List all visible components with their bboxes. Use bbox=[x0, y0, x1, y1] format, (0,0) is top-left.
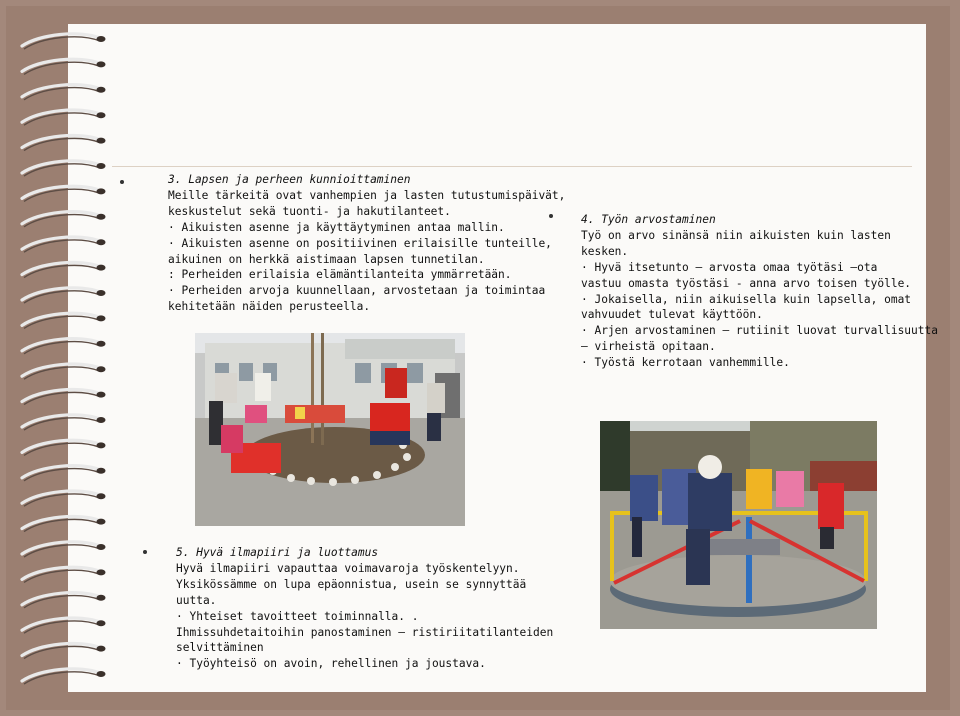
text-line: vahvuudet tulevat käyttöön. bbox=[581, 308, 763, 322]
text-line: · Aikuisten asenne on positiivinen erilaisille tunteille, bbox=[168, 236, 552, 250]
binding-hole bbox=[97, 163, 106, 169]
text-line: keskustelut sekä tuonti- ja hakutilanteet. bbox=[168, 204, 451, 218]
text-line: · Hyvä itsetunto – arvosta omaa työtäsi –ota bbox=[581, 260, 878, 274]
text-line: · Työstä kerrotaan vanhemmille. bbox=[581, 356, 790, 370]
binding-hole bbox=[97, 493, 106, 499]
text-line: Yksikössämme on lupa epäonnistua, usein se synnyttää bbox=[176, 577, 527, 591]
binding-hole bbox=[97, 265, 106, 271]
binding-hole bbox=[97, 87, 106, 93]
section-4-heading: 4. Työn arvostaminen bbox=[581, 213, 716, 226]
photo-planting bbox=[195, 333, 465, 526]
text-line: · Perheiden arvoja kuunnellaan, arvostetaan ja toimintaa bbox=[168, 284, 546, 298]
text-line: · Jokaisella, niin aikuisella kuin lapsella, omat bbox=[581, 292, 912, 306]
bullet-dot bbox=[120, 180, 124, 184]
binding-hole bbox=[97, 290, 106, 296]
binding-hole bbox=[97, 36, 106, 42]
text-line: aikuinen on herkkä aistimaan lapsen tunnetilan. bbox=[168, 252, 485, 266]
text-line: kehitetään näiden perusteella. bbox=[168, 300, 371, 314]
binding-hole bbox=[97, 569, 106, 575]
text-line: Hyvä ilmapiiri vapauttaa voimavaroja työskentelyyn. bbox=[176, 561, 520, 575]
binding-hole bbox=[97, 544, 106, 550]
bullet-dot bbox=[549, 214, 553, 218]
binding-hole bbox=[97, 671, 106, 677]
spiral-binding bbox=[0, 28, 120, 688]
binding-hole bbox=[97, 595, 106, 601]
binding-hole bbox=[97, 468, 106, 474]
text-line: · Aikuisten asenne ja käyttäytyminen antaa mallin. bbox=[168, 220, 505, 234]
binding-hole bbox=[97, 341, 106, 347]
binding-hole bbox=[97, 620, 106, 626]
binding-hole bbox=[97, 417, 106, 423]
text-line: vastuu omasta työstäsi - anna arvo toisen työlle. bbox=[581, 276, 912, 290]
text-line: Meille tärkeitä ovat vanhempien ja lasten tutustumispäivät, bbox=[168, 188, 566, 202]
binding-hole bbox=[97, 138, 106, 144]
binding-hole bbox=[97, 392, 106, 398]
section-3-text bbox=[168, 172, 565, 315]
binding-hole bbox=[97, 239, 106, 245]
text-line: uutta. bbox=[176, 593, 217, 607]
bullet-dot bbox=[143, 550, 147, 554]
text-line: Työ on arvo sinänsä niin aikuisten kuin lasten bbox=[581, 228, 891, 242]
section-4-text bbox=[581, 212, 938, 371]
binding-hole bbox=[97, 519, 106, 525]
binding-hole bbox=[97, 315, 106, 321]
text-line: · Yhteiset tavoitteet toiminnalla. . bbox=[176, 609, 419, 623]
section-3-heading: 3. Lapsen ja perheen kunnioittaminen bbox=[168, 173, 411, 186]
text-line: Ihmissuhdetaitoihin panostaminen – ristiriitatilanteiden bbox=[176, 625, 554, 639]
binding-hole bbox=[97, 646, 106, 652]
text-line: – virheistä opitaan. bbox=[581, 340, 716, 354]
section-5-text bbox=[176, 545, 553, 672]
binding-hole bbox=[97, 61, 106, 67]
binding-hole bbox=[97, 442, 106, 448]
text-line: : Perheiden erilaisia elämäntilanteita ymmärretään. bbox=[168, 268, 512, 282]
section-5-heading: 5. Hyvä ilmapiiri ja luottamus bbox=[176, 546, 379, 559]
text-line: kesken. bbox=[581, 244, 629, 258]
text-line: · Työyhteisö on avoin, rehellinen ja joustava. bbox=[176, 657, 486, 671]
text-line: · Arjen arvostaminen – rutiinit luovat turvallisuutta bbox=[581, 324, 938, 338]
binding-hole bbox=[97, 188, 106, 194]
text-line: selvittäminen bbox=[176, 641, 264, 655]
binding-hole bbox=[97, 112, 106, 118]
binding-hole bbox=[97, 366, 106, 372]
photo-merry-go-round bbox=[600, 421, 877, 629]
binding-hole bbox=[97, 214, 106, 220]
divider-line bbox=[112, 166, 912, 167]
